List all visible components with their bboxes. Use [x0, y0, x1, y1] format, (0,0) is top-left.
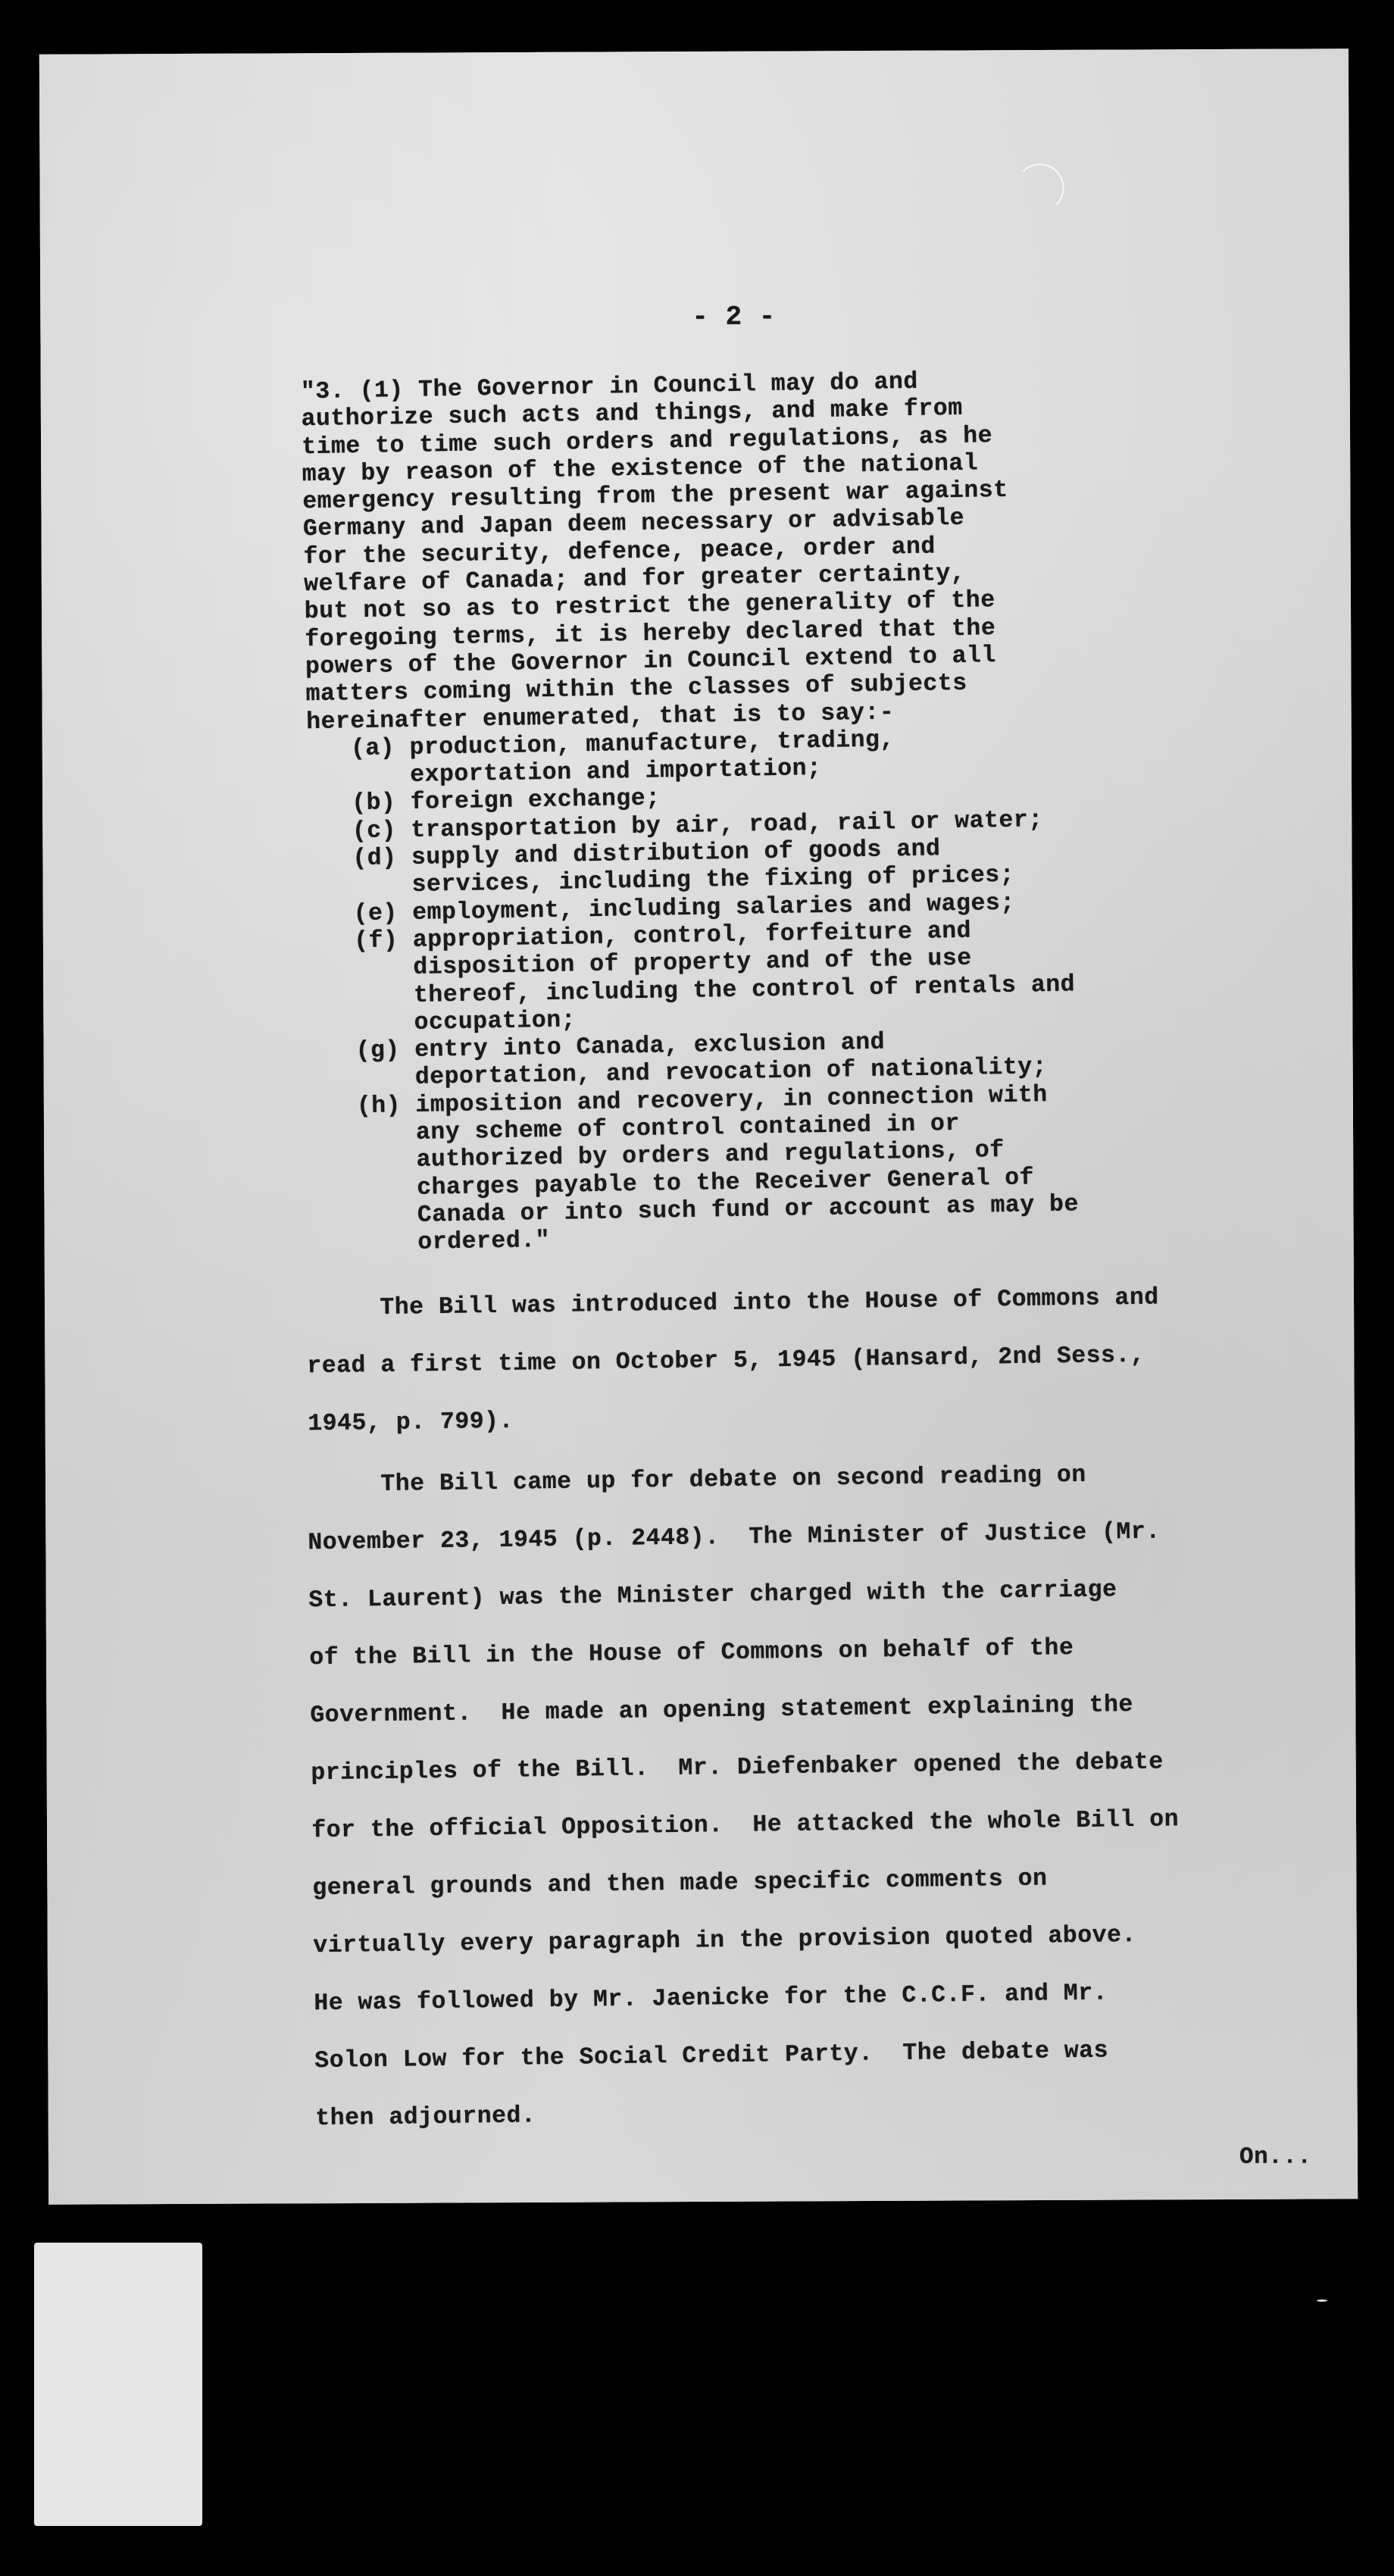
film-speck [1317, 2299, 1327, 2302]
second-reading-paragraph: The Bill came up for debate on second reading on November 23, 1945 (p. 2448). The Minister of Justice (Mr. St. Laurent) was the Minister charged with the carriage of the Bill in the House of Commons on behalf of the Government. He made an opening statement explaining the principles of the Bill. Mr. Diefenbaker opened the debate for the official Opposition. He attacked the whole Bill on general grounds and then made specific comments on virtually every paragraph in the provision quoted above. He was followed by Mr. Jaenicke for the C.C.F. and Mr. Solon Low for the Social Credit Party. The debate was then adjourned. [307, 1462, 1180, 2133]
quoted-provision: "3. (1) The Governor in Council may do and authorize such acts and things, and make from time to time such orders and regulations, as he may by reason of the existence of the national emergency resulting from the present war against Germany and Japan deem necessary or advisable for the security, defence, peace, order and welfare of Canada; and for greater certainty, but not so as to restrict the generality of the foregoing terms, it is hereby declared that the powers of the Governor in Council extend to all matters coming within the classes of subjects hereinafter enumerated, that is to say:- (a) production, manufacture, trading, exportation and importation; (b) foreign exchange; (c) transportation by air, road, rail or water; (d) supply and distribution of goods and services, including the fixing of prices; (e) employment, including salaries and wages; (f) appropriation, control, forfeiture and disposition of property and of the use thereof, including the control of rentals and occupation; (g) entry into Canada, exclusion and deportation, and revocation of nationality; (h) imposition and recovery, in connection with any scheme of control contained in or authorized by orders and regulations, of charges payable to the Receiver General of Canada or into such fund or account as may be ordered." [300, 368, 1080, 1258]
page-number: - 2 - [692, 301, 776, 333]
page-smudge [1015, 164, 1064, 212]
next-frame-stub [34, 2243, 202, 2526]
document-page [39, 48, 1358, 2205]
continuation-marker: On... [1239, 2143, 1312, 2171]
bill-introduction-paragraph: The Bill was introduced into the House of Commons and read a first time on October 5, 1945 (Hansard, 2nd Sess., 1945, p. 799). [306, 1284, 1159, 1438]
